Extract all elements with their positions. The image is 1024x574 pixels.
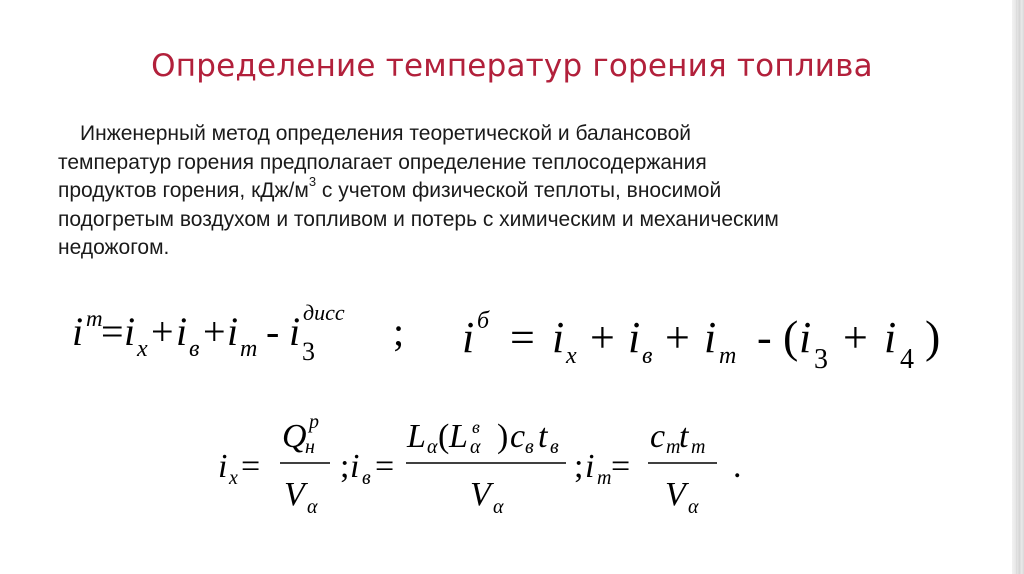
svg-text:в: в [472, 417, 480, 437]
svg-text:т: т [597, 467, 612, 489]
svg-text:т: т [240, 336, 258, 362]
paragraph-line-1: Инженерный метод определения теоретической и балансовой [80, 122, 691, 145]
svg-text:т: т [666, 436, 681, 458]
paragraph-line-4: подогретым воздухом и топливом и потерь с химическим и механическим [58, 207, 779, 231]
svg-text:4: 4 [900, 344, 914, 375]
slide-title: Определение температур горения топлива [151, 48, 873, 84]
svg-text:х: х [566, 343, 577, 369]
svg-text:α: α [307, 496, 318, 518]
paragraph-line-3-start: продуктов горения, кДж/м [58, 179, 309, 202]
svg-text:V: V [665, 476, 686, 513]
paragraph-line-5: недожогом. [58, 236, 170, 259]
svg-text:;: ; [340, 448, 350, 485]
svg-text:): ) [925, 311, 941, 362]
svg-text:i: i [218, 448, 228, 485]
svg-text:в: в [550, 436, 559, 458]
svg-text:α: α [427, 436, 438, 458]
svg-text:c: c [510, 418, 526, 455]
page-curl-edge [1012, 0, 1024, 574]
svg-text:i: i [124, 309, 136, 354]
svg-text:-: - [757, 313, 772, 362]
svg-text:+: + [843, 313, 868, 362]
svg-text:i: i [884, 313, 897, 362]
svg-text:=: = [101, 309, 124, 354]
svg-text:t: t [538, 418, 548, 455]
svg-text:дисс: дисс [303, 300, 345, 325]
svg-text:=: = [510, 313, 535, 362]
svg-text:L: L [449, 418, 468, 455]
svg-text:α: α [493, 496, 504, 518]
svg-text:i: i [72, 309, 84, 354]
svg-text:α: α [470, 436, 481, 458]
svg-text:р: р [309, 411, 319, 433]
svg-text:в: в [362, 467, 371, 489]
svg-text:т: т [691, 436, 706, 458]
svg-text:c: c [650, 418, 666, 455]
svg-text:V: V [470, 476, 491, 513]
svg-text:Q: Q [282, 418, 307, 455]
svg-text:V: V [284, 476, 305, 513]
svg-text:х: х [229, 467, 238, 489]
svg-text:): ) [497, 418, 509, 455]
formula-3 [218, 411, 742, 518]
svg-text:i: i [227, 309, 239, 354]
svg-text:в: в [642, 343, 653, 369]
svg-text:i: i [552, 313, 565, 362]
svg-text:-: - [266, 309, 280, 354]
svg-text:+: + [590, 313, 615, 362]
svg-text:т: т [719, 343, 737, 369]
paragraph-line-2: температур горения предполагает определение теплосодержания [58, 150, 707, 174]
svg-text:б: б [477, 308, 490, 334]
svg-text:;: ; [574, 448, 584, 485]
svg-text:i: i [176, 309, 188, 354]
svg-text:i: i [799, 313, 812, 362]
svg-text:i: i [628, 313, 641, 362]
svg-text:i: i [462, 313, 475, 362]
svg-text:α: α [688, 496, 699, 518]
svg-text:в: в [525, 436, 534, 458]
svg-text:=: = [611, 448, 631, 485]
svg-text:+: + [665, 313, 690, 362]
svg-text:3: 3 [302, 337, 315, 366]
svg-text:i: i [585, 448, 595, 485]
svg-text:;: ; [393, 309, 405, 354]
svg-text:t: t [679, 418, 689, 455]
svg-text:=: = [241, 448, 261, 485]
svg-text:=: = [375, 448, 395, 485]
unit-superscript: 3 [308, 174, 317, 189]
svg-text:+: + [203, 309, 226, 354]
svg-text:3: 3 [814, 344, 828, 375]
svg-text:.: . [733, 448, 742, 485]
svg-text:i: i [289, 309, 301, 354]
svg-text:(: ( [783, 311, 799, 362]
svg-text:н: н [305, 436, 315, 458]
formula-2 [462, 308, 940, 375]
svg-text:L: L [407, 418, 426, 455]
svg-text:т: т [86, 306, 103, 331]
svg-text:(: ( [438, 418, 450, 455]
svg-text:i: i [350, 448, 360, 485]
formula-1 [72, 300, 404, 366]
svg-text:х: х [137, 336, 148, 362]
svg-text:+: + [151, 309, 174, 354]
svg-text:в: в [189, 336, 200, 362]
paragraph-line-3-end: с учетом физической теплоты, вносимой [316, 179, 722, 202]
svg-text:i: i [704, 313, 717, 362]
